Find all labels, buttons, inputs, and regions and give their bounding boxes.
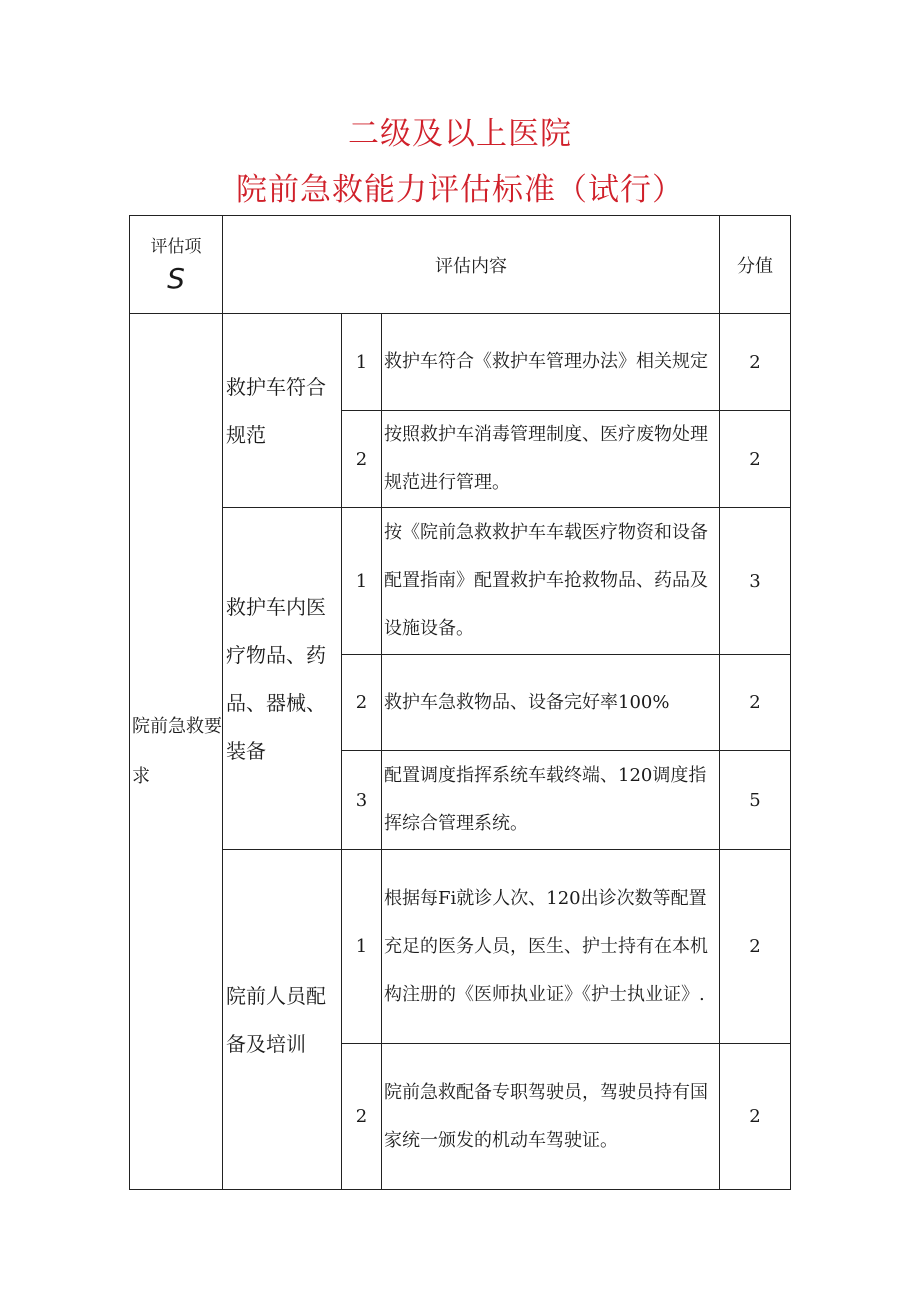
row-score: 2 — [720, 1044, 791, 1190]
header-content-label: 评估内容 — [223, 216, 720, 314]
evaluation-table — [129, 215, 791, 1190]
table-row — [130, 850, 791, 1044]
row-score: 2 — [720, 411, 791, 508]
row-number: 1 — [342, 850, 382, 1044]
document-title-line1: 二级及以上医院 — [348, 116, 572, 152]
header-score-label: 分值 — [720, 216, 791, 314]
row-content: 救护车急救物品、设备完好率100% — [382, 655, 720, 751]
category-cell: 院前急救要求 — [130, 314, 223, 1190]
row-content: 按《院前急救救护车车载医疗物资和设备配置指南》配置救护车抢救物品、药品及设施设备。 — [382, 508, 720, 655]
header-item-cell — [130, 216, 223, 314]
table-row — [130, 314, 791, 411]
row-content: 救护车符合《救护车管理办法》相关规定 — [382, 314, 720, 411]
row-number: 2 — [342, 411, 382, 508]
group-name-cell: 救护车内医疗物品、药品、器械、装备 — [223, 508, 342, 850]
row-score: 5 — [720, 751, 791, 850]
row-content: 根据每Fi就诊人次、120出诊次数等配置充足的医务人员，医生、护士持有在本机构注册的《医师执业证》《护士执业证》. — [382, 850, 720, 1044]
group-name-cell: 院前人员配备及培训 — [223, 850, 342, 1190]
row-number: 2 — [342, 655, 382, 751]
row-score: 2 — [720, 850, 791, 1044]
row-number: 2 — [342, 1044, 382, 1190]
group-name-cell: 救护车符合规范 — [223, 314, 342, 508]
table-header-row — [130, 216, 791, 314]
document-title-line2: 院前急救能力评估标准（试行） — [236, 172, 684, 208]
row-content: 院前急救配备专职驾驶员，驾驶员持有国家统一颁发的机动车驾驶证。 — [382, 1044, 720, 1190]
header-item-mark: S — [167, 261, 185, 295]
row-number: 3 — [342, 751, 382, 850]
row-score: 2 — [720, 655, 791, 751]
row-content: 按照救护车消毒管理制度、医疗废物处理规范进行管理。 — [382, 411, 720, 508]
row-content: 配置调度指挥系统车载终端、120调度指挥综合管理系统。 — [382, 751, 720, 850]
table-row — [130, 508, 791, 655]
row-score: 3 — [720, 508, 791, 655]
header-item-label: 评估项 — [150, 236, 202, 257]
row-number: 1 — [342, 508, 382, 655]
row-number: 1 — [342, 314, 382, 411]
row-score: 2 — [720, 314, 791, 411]
